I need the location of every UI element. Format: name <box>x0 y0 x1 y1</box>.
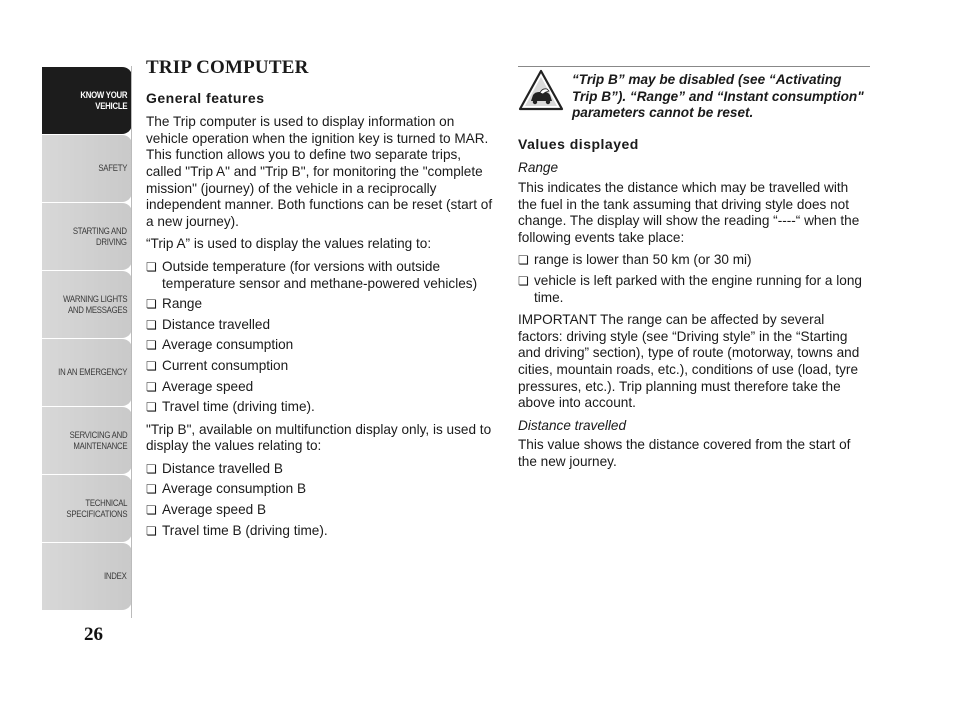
list-item: ❏ Travel time B (driving time). <box>146 523 496 540</box>
list-item: ❏ Average speed <box>146 379 496 396</box>
tab-label: STARTING AND DRIVING <box>73 225 127 248</box>
tab-label: KNOW YOUR VEHICLE <box>80 89 127 112</box>
list-item: ❏ vehicle is left parked with the engine running for a long time. <box>518 273 870 306</box>
tabs-divider <box>131 66 132 618</box>
list-item: ❏ Average consumption B <box>146 481 496 498</box>
trip-b-list <box>146 461 496 539</box>
page-title: TRIP COMPUTER <box>146 57 309 78</box>
values-displayed-heading: Values displayed <box>518 135 639 152</box>
tab-warning-lights[interactable] <box>42 270 132 338</box>
list-item: ❏ Distance travelled <box>146 317 496 334</box>
page-number: 26 <box>84 624 103 645</box>
range-subheading: Range <box>518 160 559 176</box>
list-item: ❏ range is lower than 50 km (or 30 mi) <box>518 252 870 269</box>
range-conditions-list <box>518 252 870 306</box>
tab-label: WARNING LIGHTS AND MESSAGES <box>62 293 127 316</box>
important-paragraph: IMPORTANT The range can be affected by several factors: driving style (see “Driving style” in the “Starting and driving” section), type of route (motorway, towns and cities, mountain roads, etc.), conditions of use (load, tyre pressures, etc.). Trip planning must therefore take the above into account. <box>518 312 860 411</box>
list-item: ❏ Range <box>146 296 496 313</box>
right-column <box>518 66 870 476</box>
tab-index[interactable] <box>42 542 132 610</box>
list-item: ❏ Travel time (driving time). <box>146 399 496 416</box>
list-item: ❏ Average consumption <box>146 337 496 354</box>
tab-safety[interactable] <box>42 134 132 202</box>
list-item: ❏ Average speed B <box>146 502 496 519</box>
left-column <box>146 57 496 545</box>
tab-technical-specifications[interactable] <box>42 474 132 542</box>
tab-label: TECHNICAL SPECIFICATIONS <box>66 497 127 520</box>
list-item: ❏ Outside temperature (for versions with outside temperature sensor and methane-powered vehicles) <box>146 259 496 292</box>
tab-servicing[interactable] <box>42 406 132 474</box>
list-item: ❏ Distance travelled B <box>146 461 496 478</box>
range-paragraph: This indicates the distance which may be travelled with the fuel in the tank assuming that driving style does not change. The display will show the reading “----“ when the following events take place: <box>518 179 860 245</box>
intro-paragraph: The Trip computer is used to display information on vehicle operation when the ignition key is turned to MAR. This function allows you to define two separate trips, called "Trip A" and "Trip B", for monitoring the "complete mission" (journey) of the vehicle in a reciprocally independent manner. Both functions can be reset (start of a new journey). <box>146 114 493 229</box>
tab-label: SAFETY <box>98 163 127 174</box>
tab-label: SERVICING AND MAINTENANCE <box>69 429 127 452</box>
tab-know-your-vehicle[interactable] <box>42 66 132 134</box>
chapter-tabs <box>42 66 132 610</box>
trip-a-intro: “Trip A” is used to display the values relating to: <box>146 236 432 252</box>
trip-b-intro: "Trip B", available on multifunction display only, is used to display the values relating to: <box>146 421 492 454</box>
distance-subheading: Distance travelled <box>518 417 627 433</box>
tab-label: IN AN EMERGENCY <box>57 367 127 378</box>
general-features-heading: General features <box>146 89 265 106</box>
list-item: ❏ Current consumption <box>146 358 496 375</box>
tab-label: INDEX <box>104 571 127 582</box>
tab-starting-and-driving[interactable] <box>42 202 132 270</box>
warning-rule <box>518 66 870 67</box>
tab-in-an-emergency[interactable] <box>42 338 132 406</box>
warning-text: “Trip B” may be disabled (see “Activating Trip B”). “Range” and “Instant consumption" parameters cannot be reset. <box>572 72 864 121</box>
car-hand-warning-icon <box>518 68 564 112</box>
distance-paragraph: This value shows the distance covered from the start of the new journey. <box>518 437 851 469</box>
warning-note <box>518 66 870 122</box>
trip-a-list <box>146 259 496 416</box>
